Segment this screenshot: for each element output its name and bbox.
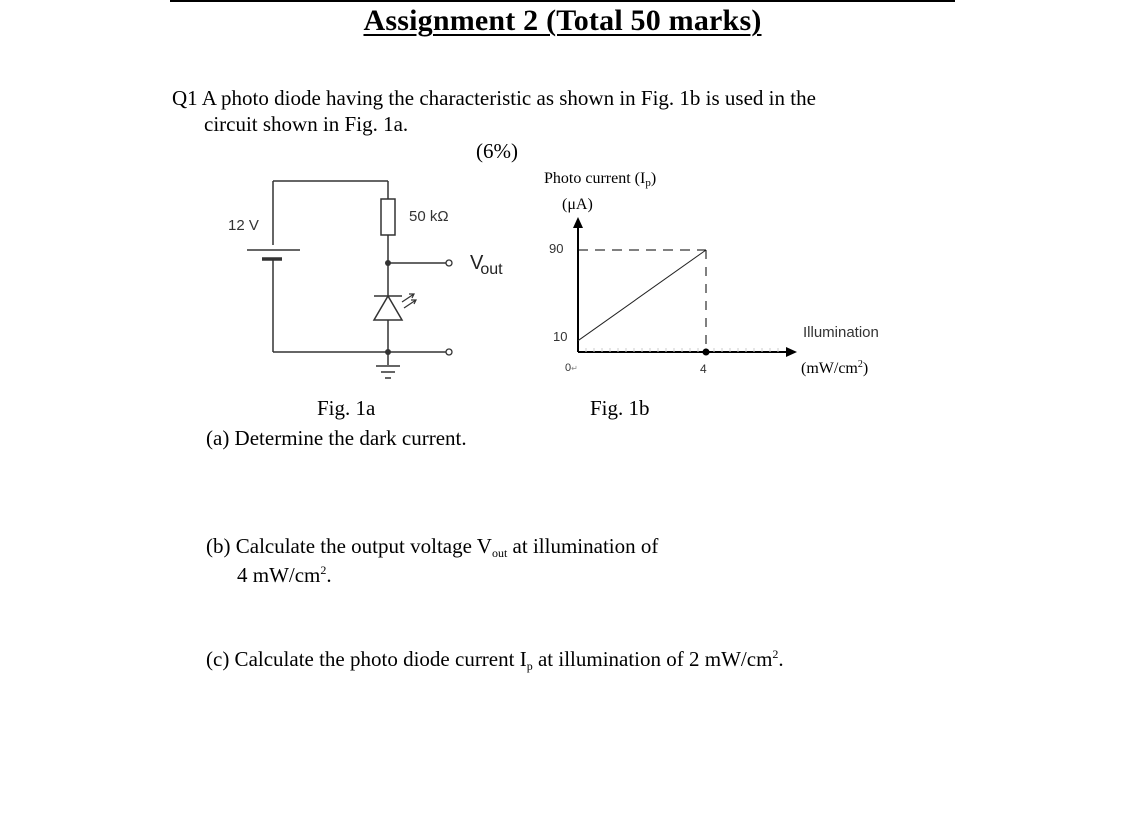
- y-tick-label-90: 90: [549, 241, 564, 256]
- chart-x-label-line1: Illumination: [803, 324, 879, 341]
- x-axis-arrow: [786, 347, 797, 357]
- question-number: Q1: [172, 86, 198, 110]
- y-axis-arrow: [573, 217, 583, 228]
- part-a: (a) Determine the dark current.: [206, 426, 467, 450]
- x-tick-point-4: [703, 349, 710, 356]
- vout-label: $V_{out}$: [470, 252, 503, 278]
- question-1-line-2: circuit shown in Fig. 1a.: [204, 112, 409, 136]
- chart-y-label-line1: Photo current $(I_p)$: [544, 170, 657, 189]
- resistor-label: 50 kΩ: [409, 208, 449, 225]
- part-b-line-2: 4 $mW/cm^2$.: [237, 563, 332, 587]
- origin-label: 0↵: [565, 362, 578, 374]
- page-title: Assignment 2 (Total 50 marks): [363, 4, 762, 37]
- chart-y-label-line2: (μA): [562, 196, 593, 213]
- series-line-photo-current: [578, 250, 706, 341]
- fig-1a-caption: Fig. 1a: [317, 396, 376, 420]
- x-tick-label-4: 4: [700, 362, 707, 376]
- chart-x-label-line2: $(mW/cm^2)$: [801, 359, 869, 377]
- question-text-1: A photo diode having the characteristic as shown in Fig. 1b is used in the: [201, 86, 816, 110]
- y-tick-label-10: 10: [553, 329, 568, 344]
- question-weight: (6%): [476, 139, 518, 163]
- battery-label: 12 V: [228, 217, 259, 234]
- fig-1b-caption: Fig. 1b: [590, 396, 650, 420]
- part-b-line-1: (b) Calculate the output voltage $V_{out}$ at illumination of: [206, 534, 659, 560]
- part-c: (c) Calculate the photo diode current $I_p$ at illumination of 2 $mW/cm^2$.: [206, 647, 784, 673]
